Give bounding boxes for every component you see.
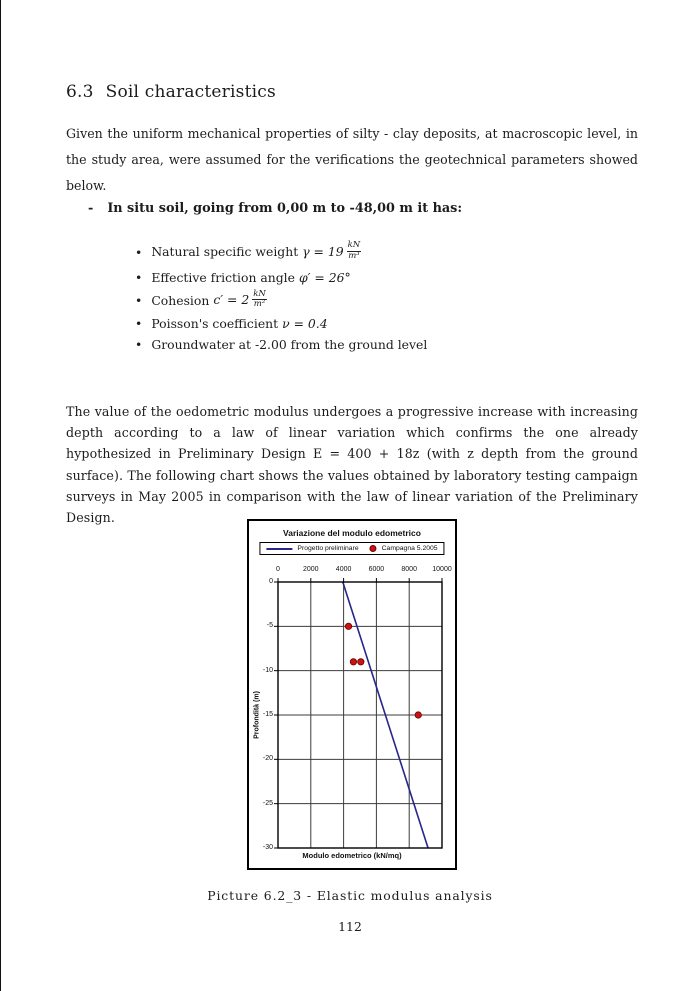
x-tick-label: 8000 xyxy=(401,566,417,573)
x-tick-label: 4000 xyxy=(335,566,352,573)
chart-legend xyxy=(259,542,444,555)
bullet-marker: • xyxy=(135,293,143,309)
bullet-text: Cohesion xyxy=(151,292,210,308)
x-tick-label: 2000 xyxy=(303,566,319,573)
fraction-denominator: m³ xyxy=(348,250,360,261)
list-item xyxy=(135,288,427,312)
list-item xyxy=(135,242,427,263)
dash-item-text: In situ soil, going from 0,00 m to -48,00 m it has: xyxy=(107,201,463,216)
legend-line-swatch xyxy=(266,548,292,550)
fraction-denominator: m² xyxy=(253,299,266,310)
bullet-text: Natural specific weight xyxy=(151,243,299,259)
page-number: 112 xyxy=(338,919,362,934)
fraction-numerator: kN xyxy=(253,288,266,299)
bullet-marker: • xyxy=(135,244,143,260)
legend-label-line: Progetto preliminare xyxy=(297,545,359,552)
bullet-text: Groundwater at -2.00 from the ground level xyxy=(151,337,428,353)
x-axis-title: Modulo edometrico (kN/mq) xyxy=(302,851,402,860)
page-left-edge-line xyxy=(0,0,1,991)
list-item xyxy=(135,270,427,285)
x-tick-label: 6000 xyxy=(368,566,385,573)
legend-dot-swatch xyxy=(370,545,377,552)
bullet-math: c′ = 2 xyxy=(213,292,250,308)
bullet-math: γ = 19 xyxy=(302,243,344,259)
bullet-math: φ′ = 26° xyxy=(298,269,351,285)
bullet-text: Poisson's coefficient xyxy=(151,316,279,332)
figure-caption: Picture 6.2_3 - Elastic modulus analysis xyxy=(207,888,493,903)
body-paragraph: The value of the oedometric modulus undergoes a progressive increase with increasing depth according to a law of linear variation which confirms the one already hypothesized in Preliminary Design E = 400 + 18z (with z depth from the ground surface). The following chart shows the values obtained by laboratory testing campaign surveys in May 2005 in comparison with the law of linear variation of the Preliminary Design. xyxy=(66,404,638,526)
bullet-marker: • xyxy=(135,337,143,353)
dash-marker: - xyxy=(88,201,94,216)
list-item xyxy=(135,337,427,352)
bullet-text: Effective friction angle xyxy=(151,269,295,285)
dash-list-item xyxy=(88,201,462,216)
bullet-marker: • xyxy=(135,269,143,285)
fraction-numerator: kN xyxy=(347,240,361,250)
list-item xyxy=(135,316,427,331)
y-tick-label: -30 xyxy=(262,844,273,851)
bullet-math: ν = 0.4 xyxy=(282,316,328,332)
y-tick-label: -15 xyxy=(262,711,273,718)
y-tick-label: -25 xyxy=(262,799,273,807)
x-tick-label: 0 xyxy=(276,566,280,573)
chart-title: Variazione del modulo edometrico xyxy=(283,528,421,538)
section-title: Soil characteristics xyxy=(105,82,276,102)
x-tick-label: 10000 xyxy=(432,566,452,573)
intro-paragraph: Given the uniform mechanical properties of silty - clay deposits, at macroscopic level, in the study area, were assumed for the verifications the geotechnical parameters showed below. xyxy=(66,126,638,193)
y-axis-title: Profondità (m) xyxy=(253,691,261,739)
y-tick-label: -10 xyxy=(262,666,273,674)
legend-label-scatter: Campagna 5.2005 xyxy=(381,545,438,552)
y-tick-label: -5 xyxy=(266,622,273,630)
y-tick-label: -20 xyxy=(262,755,273,763)
bullet-marker: • xyxy=(135,316,143,332)
oedometric-modulus-chart xyxy=(247,519,457,870)
fraction xyxy=(252,290,267,311)
section-number: 6.3 xyxy=(66,82,94,102)
fraction xyxy=(347,241,362,262)
section-heading xyxy=(66,82,276,102)
y-tick-label: 0 xyxy=(269,578,273,585)
soil-parameters-list xyxy=(135,242,427,352)
chart-plot-area xyxy=(272,576,448,854)
